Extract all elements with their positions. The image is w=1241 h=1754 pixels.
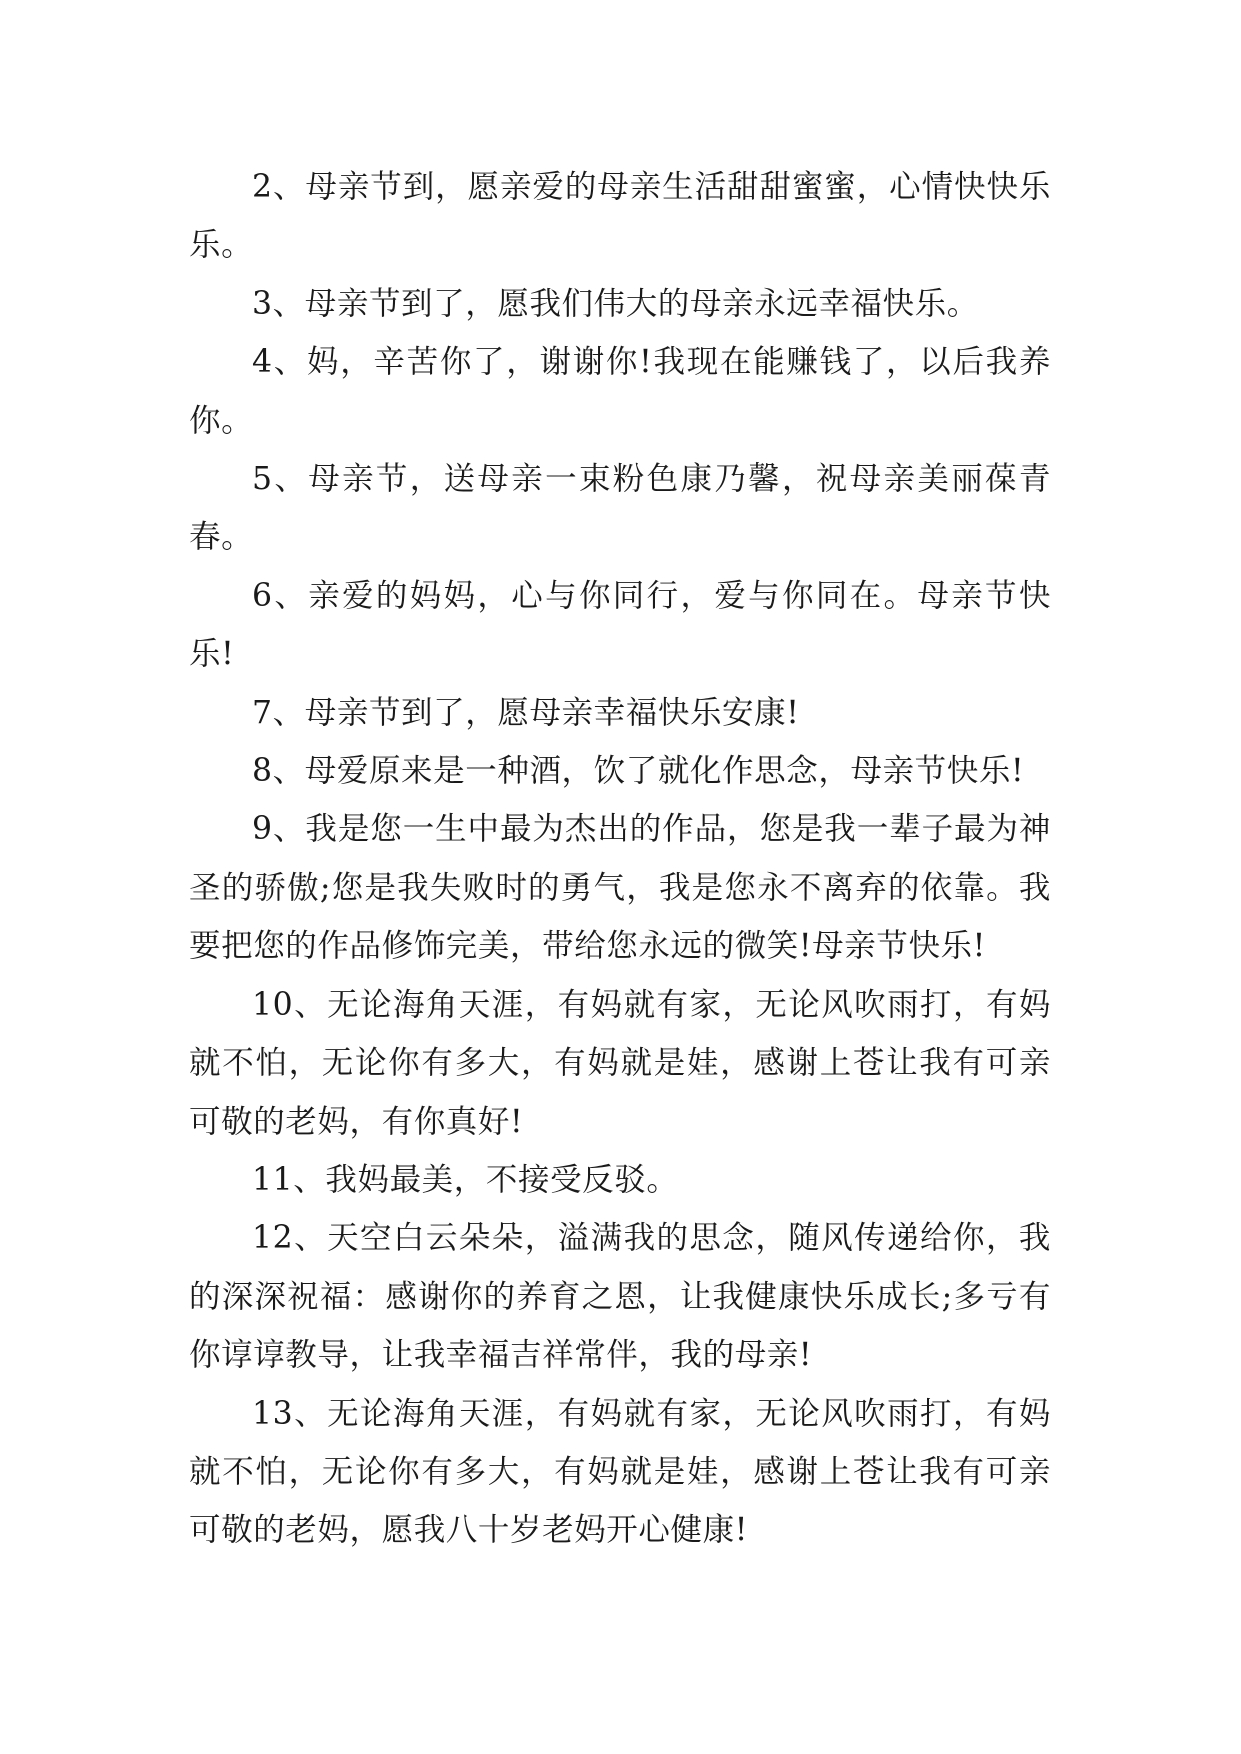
- paragraph-11: 11、我妈最美，不接受反驳。: [252, 1161, 679, 1198]
- paragraph-7: 7、母亲节到了，愿母亲幸福快乐安康!: [252, 694, 800, 731]
- paragraph-8: 8、母爱原来是一种酒，饮了就化作思念，母亲节快乐!: [252, 753, 1025, 790]
- paragraph-3: 3、母亲节到了，愿我们伟大的母亲永远幸福快乐。: [252, 285, 979, 322]
- paragraph-10: 10、无论海角天涯，有妈就有家，无论风吹雨打，有妈就不怕，无论你有多大，有妈就是娃，感谢上苍让我有可亲可敬的老妈，有你真好!: [189, 986, 1051, 1140]
- paragraph-12: 12、天空白云朵朵，溢满我的思念，随风传递给你，我的深深祝福：感谢你的养育之恩，让我健康快乐成长;多亏有你谆谆教导，让我幸福吉祥常伴，我的母亲!: [189, 1220, 1051, 1374]
- paragraph-5: 5、母亲节，送母亲一束粉色康乃馨，祝母亲美丽葆青春。: [189, 461, 1051, 556]
- paragraph-6: 6、亲爱的妈妈，心与你同行，爱与你同在。母亲节快乐!: [189, 577, 1051, 673]
- paragraph-4: 4、妈，辛苦你了，谢谢你!我现在能赚钱了，以后我养你。: [189, 344, 1051, 439]
- paragraph-2: 2、母亲节到，愿亲爱的母亲生活甜甜蜜蜜，心情快快乐乐。: [189, 169, 1051, 264]
- document-body: [189, 158, 1051, 1560]
- paragraph-13: 13、无论海角天涯，有妈就有家，无论风吹雨打，有妈就不怕，无论你有多大，有妈就是娃，感谢上苍让我有可亲可敬的老妈，愿我八十岁老妈开心健康!: [189, 1395, 1051, 1549]
- paragraph-9: 9、我是您一生中最为杰出的作品，您是我一辈子最为神圣的骄傲;您是我失败时的勇气，我是您永不离弃的依靠。我要把您的作品修饰完美，带给您永远的微笑!母亲节快乐!: [189, 811, 1051, 965]
